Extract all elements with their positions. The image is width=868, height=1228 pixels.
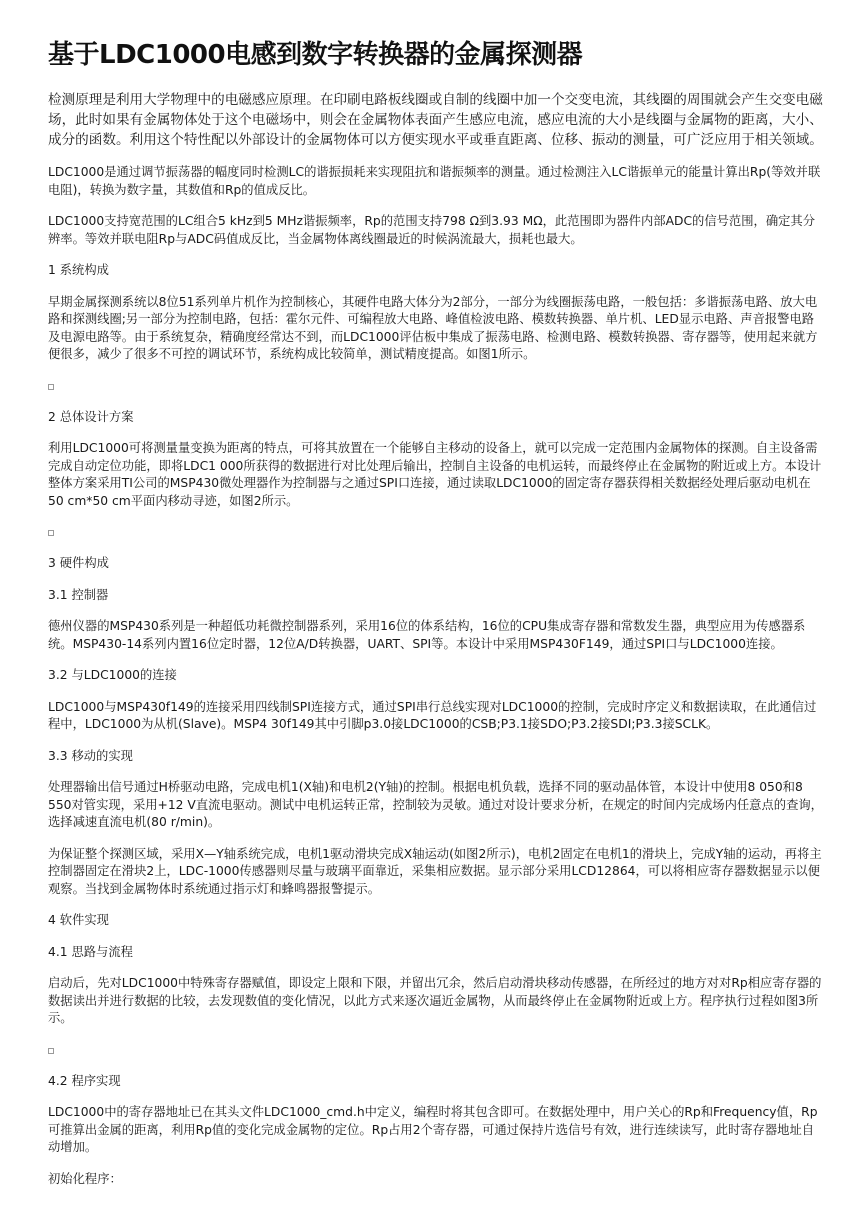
figure-3-broken-image-icon [48, 1042, 823, 1059]
paragraph-program-implementation: LDC1000中的寄存器地址已在其头文件LDC1000_cmd.h中定义，编程时将其包含即可。在数据处理中，用户关心的Rp和Frequency值，Rp可推算出金属的距离，利用Rp值的变化完成金属物的定位。Rp占用2个寄存器，可通过保持片选信号有效，进行连续读写，此时寄存器地址自动增加。 [48, 1105, 818, 1154]
intro-paragraph: 检测原理是利用大学物理中的电磁感应原理。在印刷电路板线圈或自制的线圈中加一个交变电流，其线圈的周围就会产生交变电磁场，此时如果有金属物体处于这个电磁场中，则会在金属物体表面产生感应电流，感应电流的大小是线圈与金属物的距离，大小、成分的函数。利用这个特性配以外部设计的金属物体可以方便实现水平或垂直距离、位移、振动的测量，可广泛应用于相关领域。 [48, 92, 823, 148]
paragraph-ldc1000-principle: LDC1000是通过调节振荡器的幅度同时检测LC的谐振损耗来实现阻抗和谐振频率的测量。通过检测注入LC谐振单元的能量计算出Rp(等效并联电阻)，转换为数字量，其数值和Rp的值成反比。 [48, 165, 821, 197]
paragraph-system-structure: 早期金属探测系统以8位51系列单片机作为控制核心，其硬件电路大体分为2部分，一部分为线圈振荡电路，一般包括：多谐振荡电路、放大电路和探测线圈;另一部分为控制电路，包括：霍尔元件、可编程放大电路、峰值检波电路、模数转换器、单片机、LED显示电路、声音报警电路及电源电路等。由于系统复杂，精确度经常达不到，而LDC1000评估板中集成了振荡电路、检测电路、模数转换器、寄存器等，使用起来就方便很多，减少了很多不可控的调试环节，系统构成比较简单，测试精度提高。如图1所示。 [48, 294, 818, 361]
paragraph-xy-system: 为保证整个探测区域，采用X—Y轴系统完成，电机1驱动滑块完成X轴运动(如图2所示)，电机2固定在电机1的滑块上，完成Y轴的运动，再将主控制器固定在滑块2上，LDC-1000传感器则尽量与玻璃平面靠近，采集相应数据。显示部分采用LCD12864，可以将相应寄存器数据显示以便观察。当找到金属物体时系统通过指示灯和蜂鸣器报警提示。 [48, 846, 822, 896]
section-heading-1: 1 系统构成 [48, 263, 109, 277]
article [48, 0, 823, 1188]
figure-2-broken-image-icon [48, 524, 823, 541]
section-heading-3-2: 3.2 与LDC1000的连接 [48, 668, 177, 682]
section-heading-4-1: 4.1 思路与流程 [48, 944, 133, 959]
section-heading-2: 2 总体设计方案 [48, 409, 134, 424]
paragraph-overall-design: 利用LDC1000可将测量量变换为距离的特点，可将其放置在一个能够自主移动的设备上，就可以完成一定范围内金属物体的探测。自主设备需完成自动定位功能，即将LDC1 000所获得的数据进行对比处理后输出，控制自主设备的电机运转，而最终停止在金属物的附近或上方。本设计整体方案采用TI公司的MSP430微处理器作为控制器与之通过SPI口连接，通过读取LDC1000的固定寄存器获得相关数据经处理后驱动电机在50 cm*50 cm平面内移动寻迹，如图2所示。 [48, 441, 822, 508]
section-heading-4-2: 4.2 程序实现 [48, 1073, 121, 1088]
paragraph-ldc1000-range: LDC1000支持宽范围的LC组合5 kHz到5 MHz谐振频率，Rp的范围支持798 Ω到3.93 MΩ，此范围即为器件内部ADC的信号范围，确定其分辨率。等效并联电阻Rp与ADC码值成反比，当金属物体离线圈最近的时候涡流最大，损耗也最大。 [48, 214, 816, 246]
page-title: 基于LDC1000电感到数字转换器的金属探测器 [48, 40, 583, 70]
figure-1-broken-image-icon [48, 378, 823, 395]
paragraph-software-flow: 启动后，先对LDC1000中特殊寄存器赋值，即设定上限和下限，并留出冗余，然后启动滑块移动传感器，在所经过的地方对对Rp相应寄存器的数据读出并进行数据的比较，去发现数值的变化情况，以此方式来逐次逼近金属物，从而最终停止在金属物附近或上方。程序执行过程如图3所示。 [48, 976, 822, 1025]
paragraph-init-program: 初始化程序： [48, 1171, 122, 1186]
section-heading-3-1: 3.1 控制器 [48, 587, 109, 602]
paragraph-spi-connection: LDC1000与MSP430f149的连接采用四线制SPI连接方式，通过SPI串行总线实现对LDC1000的控制，完成时序定义和数据读取，在此通信过程中，LDC1000为从机(Slave)。MSP4 30f149其中引脚p3.0接LDC1000的CSB;P3.1接SDO;P3.2接SDI;P3.3接SCLK。 [48, 699, 817, 731]
paragraph-motor-drive: 处理器输出信号通过H桥驱动电路，完成电机1(X轴)和电机2(Y轴)的控制。根据电机负载，选择不同的驱动晶体管，本设计中使用8 050和8 550对管实现，采用+12 V直流电驱动。测试中电机运转正常，控制较为灵敏。通过对设计要求分析，在规定的时间内完成场内任意点的查询，选择减速直流电机(80 r/min)。 [48, 780, 823, 829]
section-heading-4: 4 软件实现 [48, 913, 109, 927]
section-heading-3-3: 3.3 移动的实现 [48, 748, 133, 763]
section-heading-3: 3 硬件构成 [48, 556, 109, 570]
paragraph-controller: 德州仪器的MSP430系列是一种超低功耗微控制器系列，采用16位的体系结构，16位的CPU集成寄存器和常数发生器，典型应用为传感器系统。MSP430-14系列内置16位定时器，12位A/D转换器，UART、SPI等。本设计中采用MSP430F149，通过SPI口与LDC1000连接。 [48, 619, 806, 651]
